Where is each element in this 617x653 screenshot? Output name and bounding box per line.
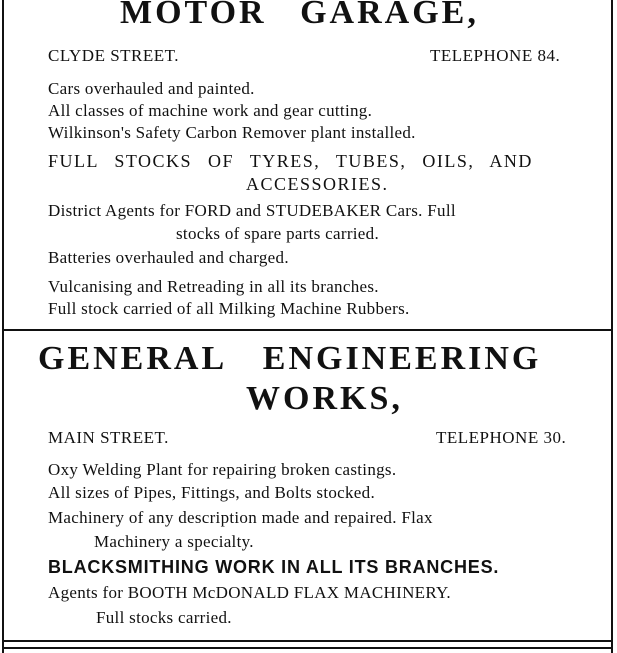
section-divider bbox=[4, 329, 611, 331]
garage-more-line-1: Batteries overhauled and charged. bbox=[48, 248, 289, 267]
garage-line-3: Wilkinson's Safety Carbon Remover plant installed. bbox=[48, 123, 416, 142]
garage-line-1: Cars overhauled and painted. bbox=[48, 79, 255, 98]
blacksmithing-heading: BLACKSMITHING WORK IN ALL ITS BRANCHES. bbox=[48, 557, 500, 577]
bottom-rule-bottom bbox=[4, 647, 611, 649]
engineering-line-1: Oxy Welding Plant for repairing broken castings. bbox=[48, 460, 397, 479]
garage-stocks-line-1: FULL STOCKS OF TYRES, TUBES, OILS, AND bbox=[48, 151, 533, 171]
engineering-title-line-2: WORKS, bbox=[246, 380, 403, 417]
garage-title: MOTOR GARAGE, bbox=[120, 0, 479, 31]
right-border-rule bbox=[611, 0, 613, 653]
garage-stocks-line-2: ACCESSORIES. bbox=[246, 174, 389, 194]
garage-telephone: TELEPHONE 84. bbox=[430, 46, 561, 65]
garage-address: CLYDE STREET. bbox=[48, 46, 180, 65]
engineering-line-4: Machinery a specialty. bbox=[94, 532, 254, 551]
engineering-line-3: Machinery of any description made and repaired. Flax bbox=[48, 508, 433, 527]
engineering-title-line-1: GENERAL ENGINEERING bbox=[38, 340, 542, 377]
engineering-line-2: All sizes of Pipes, Fittings, and Bolts stocked. bbox=[48, 483, 376, 502]
garage-agents-line-2: stocks of spare parts carried. bbox=[176, 224, 380, 243]
engineering-telephone: TELEPHONE 30. bbox=[436, 428, 567, 447]
left-border-rule bbox=[2, 0, 4, 653]
garage-more-line-2: Vulcanising and Retreading in all its branches. bbox=[48, 277, 379, 296]
engineering-agents-line-1: Agents for BOOTH McDONALD FLAX MACHINERY. bbox=[48, 583, 451, 602]
garage-more-line-3: Full stock carried of all Milking Machine Rubbers. bbox=[48, 299, 410, 318]
garage-line-2: All classes of machine work and gear cutting. bbox=[48, 101, 373, 120]
bottom-rule-top bbox=[4, 640, 611, 642]
engineering-agents-line-2: Full stocks carried. bbox=[96, 608, 232, 627]
engineering-address: MAIN STREET. bbox=[48, 428, 169, 447]
garage-agents-line-1: District Agents for FORD and STUDEBAKER Cars. Full bbox=[48, 201, 456, 220]
